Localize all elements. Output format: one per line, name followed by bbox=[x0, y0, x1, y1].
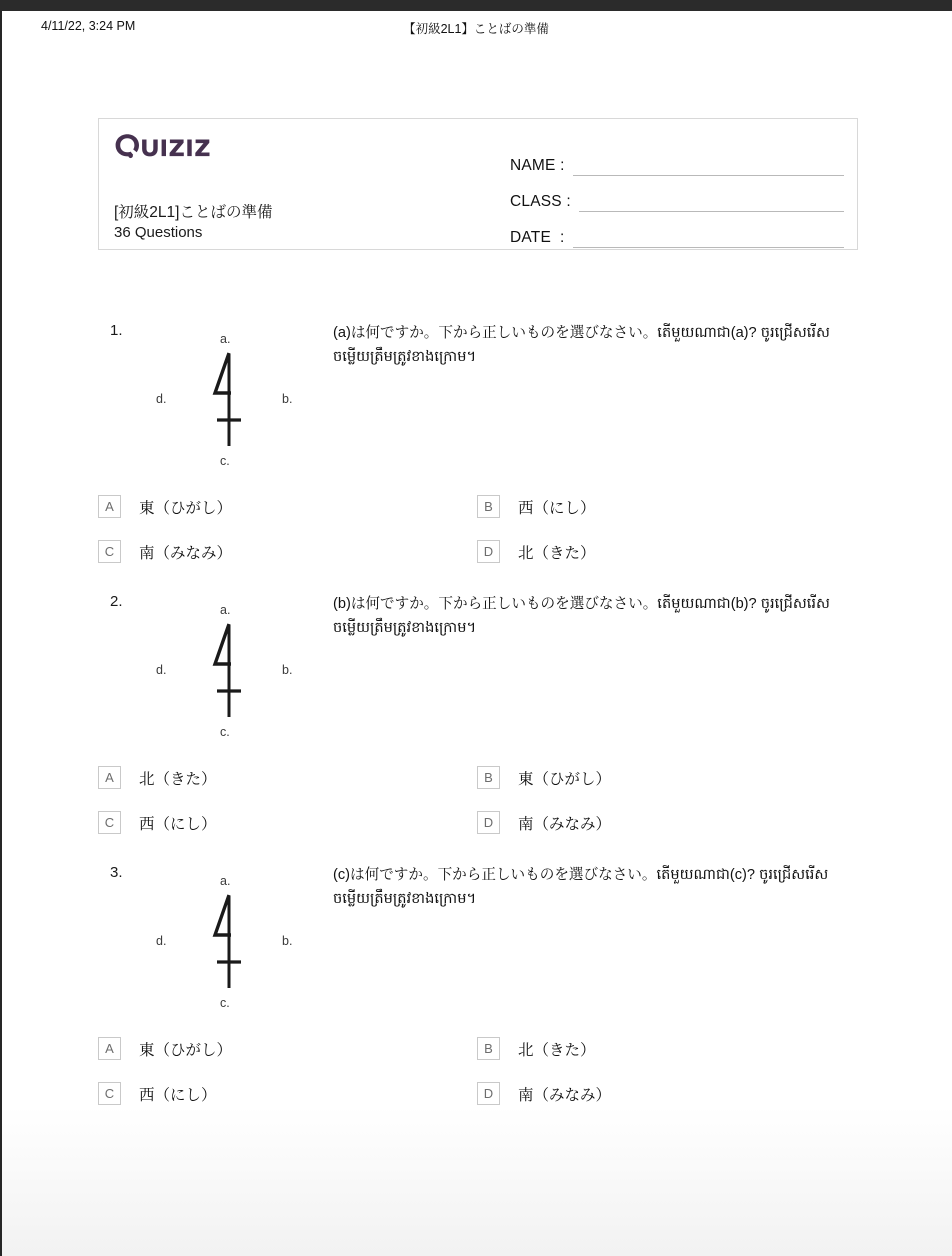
compass-figure bbox=[140, 330, 320, 470]
question-text: (b)は何ですか。下から正しいものを選びなさい。តើមួយណាជា(b)? ចូរជ្រើសរើសចម្លើយត្រឹមត្រូវខាងក្រោម។ bbox=[333, 596, 830, 636]
option-letter: D bbox=[477, 811, 500, 834]
option-text: 東（ひがし） bbox=[518, 770, 612, 788]
print-header-title: 【初級2L1】ことばの準備 bbox=[403, 22, 549, 36]
question-number: 1. bbox=[110, 322, 123, 339]
figure-label-d: d. bbox=[156, 392, 167, 406]
figure-label-c: c. bbox=[220, 725, 230, 739]
quizizz-logo bbox=[114, 133, 216, 159]
option-letter: C bbox=[98, 540, 121, 563]
figure-label-b: b. bbox=[282, 663, 293, 677]
figure-label-d: d. bbox=[156, 934, 167, 948]
option-letter: C bbox=[98, 811, 121, 834]
name-field-label: NAME : bbox=[510, 157, 565, 174]
question-text: (a)は何ですか。下から正しいものを選びなさい。តើមួយណាជា(a)? ចូរជ្រើសរើសចម្លើយត្រឹមត្រូវខាងក្រោម។ bbox=[333, 325, 830, 365]
figure-label-c: c. bbox=[220, 996, 230, 1010]
print-date: 4/11/22, 3:24 PM bbox=[41, 19, 136, 33]
question-number: 2. bbox=[110, 593, 123, 610]
option-letter: B bbox=[477, 495, 500, 518]
option-text: 西（にし） bbox=[518, 499, 596, 517]
browser-top-bar bbox=[0, 0, 952, 11]
option-text: 東（ひがし） bbox=[139, 1041, 233, 1059]
quiz-title: [初級2L1]ことばの準備 bbox=[114, 204, 273, 221]
option-d[interactable] bbox=[477, 540, 596, 563]
quiz-info-box bbox=[98, 118, 858, 250]
option-c[interactable] bbox=[98, 540, 232, 563]
figure-label-b: b. bbox=[282, 392, 293, 406]
figure-label-a: a. bbox=[220, 332, 231, 346]
compass-rose-north-arrow-icon bbox=[206, 348, 252, 452]
student-fields bbox=[510, 141, 844, 249]
name-field-row bbox=[510, 141, 844, 177]
option-text: 南（みなみ） bbox=[139, 544, 233, 562]
class-field-label: CLASS : bbox=[510, 193, 571, 210]
question-number: 3. bbox=[110, 864, 123, 881]
figure-label-c: c. bbox=[220, 454, 230, 468]
figure-label-b: b. bbox=[282, 934, 293, 948]
option-b[interactable] bbox=[477, 1037, 596, 1060]
quiz-question-count: 36 Questions bbox=[114, 224, 203, 241]
date-field-input[interactable] bbox=[573, 247, 844, 248]
compass-figure bbox=[140, 601, 320, 741]
option-text: 南（みなみ） bbox=[518, 1086, 612, 1104]
figure-label-a: a. bbox=[220, 874, 231, 888]
print-header bbox=[0, 19, 952, 39]
compass-rose-north-arrow-icon bbox=[206, 890, 252, 994]
class-field-input[interactable] bbox=[579, 211, 844, 212]
question-text: (c)は何ですか。下から正しいものを選びなさい。តើមួយណាជា(c)? ចូរជ្រើសរើសចម្លើយត្រឹមត្រូវខាងក្រោម។ bbox=[333, 867, 829, 907]
option-text: 東（ひがし） bbox=[139, 499, 233, 517]
option-text: 北（きた） bbox=[139, 770, 217, 788]
option-text: 西（にし） bbox=[139, 815, 217, 833]
option-text: 西（にし） bbox=[139, 1086, 217, 1104]
option-a[interactable] bbox=[98, 495, 232, 518]
option-c[interactable] bbox=[98, 811, 217, 834]
option-a[interactable] bbox=[98, 766, 217, 789]
compass-rose-north-arrow-icon bbox=[206, 619, 252, 723]
option-letter: B bbox=[477, 1037, 500, 1060]
option-letter: D bbox=[477, 1082, 500, 1105]
option-c[interactable] bbox=[98, 1082, 217, 1105]
option-letter: A bbox=[98, 766, 121, 789]
option-text: 北（きた） bbox=[518, 544, 596, 562]
option-a[interactable] bbox=[98, 1037, 232, 1060]
option-letter: B bbox=[477, 766, 500, 789]
date-field-label: DATE : bbox=[510, 229, 565, 246]
option-text: 北（きた） bbox=[518, 1041, 596, 1059]
option-letter: C bbox=[98, 1082, 121, 1105]
option-text: 南（みなみ） bbox=[518, 815, 612, 833]
option-d[interactable] bbox=[477, 1082, 611, 1105]
option-b[interactable] bbox=[477, 766, 611, 789]
option-d[interactable] bbox=[477, 811, 611, 834]
class-field-row bbox=[510, 177, 844, 213]
date-field-row bbox=[510, 213, 844, 249]
option-letter: D bbox=[477, 540, 500, 563]
option-b[interactable] bbox=[477, 495, 596, 518]
compass-figure bbox=[140, 872, 320, 1012]
figure-label-a: a. bbox=[220, 603, 231, 617]
name-field-input[interactable] bbox=[573, 175, 844, 176]
option-letter: A bbox=[98, 1037, 121, 1060]
option-letter: A bbox=[98, 495, 121, 518]
figure-label-d: d. bbox=[156, 663, 167, 677]
